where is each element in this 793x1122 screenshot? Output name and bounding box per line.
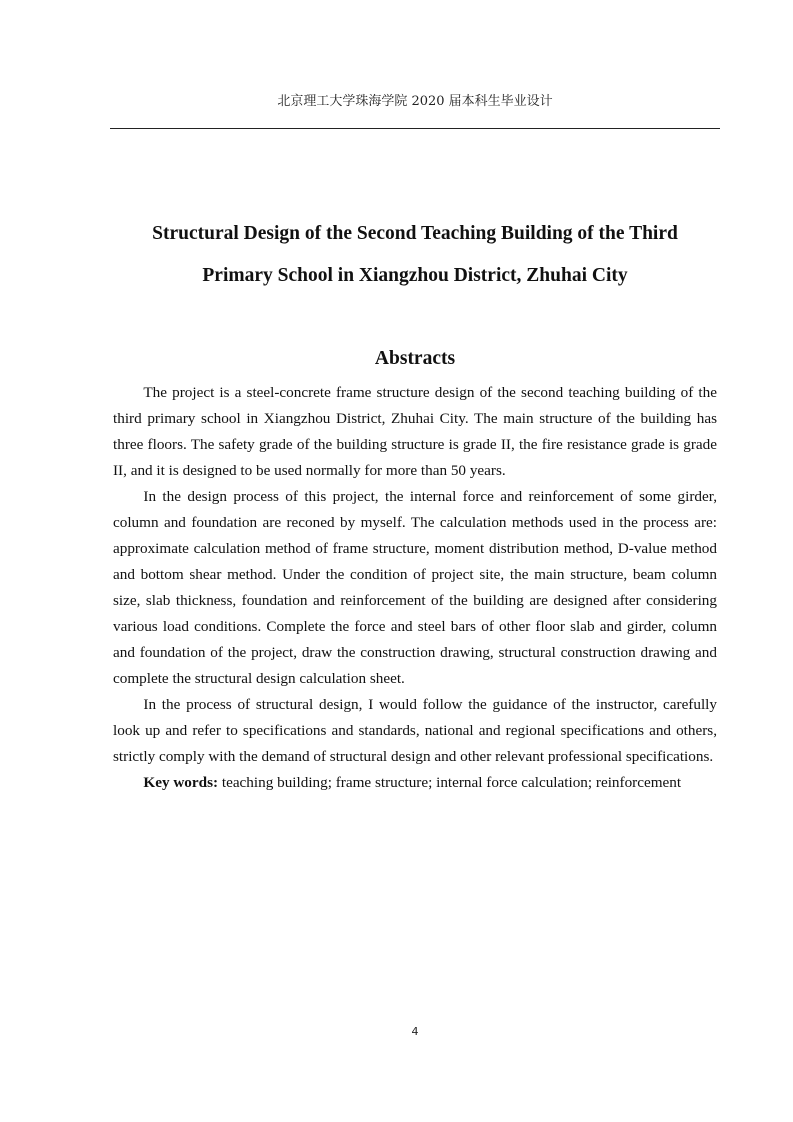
abstract-paragraph-2: In the design process of this project, the internal force and reinforcement of some girder, column and foundation are reconed by myself. The calculation methods used in the process are: approximate calculation method of frame structure, moment distribution method, D-value method and bottom shear method. Under the condition of project site, the main structure, beam column size, slab thickness, foundation and reinforcement of the building are designed after considering various load conditions. Complete the force and steel bars of other floor slab and girder, column and foundation of the project, draw the construction drawing, structural construction drawing and complete the structural design calculation sheet. (113, 488, 717, 687)
thesis-title-line-1: Structural Design of the Second Teaching Building of the Third (152, 223, 678, 244)
header-divider (110, 128, 720, 129)
abstract-heading: Abstracts (374, 348, 456, 369)
running-header: 北京理工大学珠海学院 2020 届本科生毕业设计 (277, 94, 553, 109)
page-number: 4 (411, 1025, 419, 1038)
keywords-line (113, 770, 717, 796)
abstract-paragraph-1: The project is a steel-concrete frame structure design of the second teaching building of the third primary school in Xiangzhou District, Zhuhai City. The main structure of the building has three floors. The safety grade of the building structure is grade II, the fire resistance grade is grade II, and it is designed to be used normally for more than 50 years. (113, 384, 717, 479)
abstract-paragraph-3: In the process of structural design, I would follow the guidance of the instructor, carefully look up and refer to specifications and standards, national and regional specifications and others, strictly comply with the demand of structural design and other relevant professional specifications. (113, 696, 717, 765)
abstract-body (113, 380, 717, 796)
keywords-label: Key words: (143, 774, 219, 791)
thesis-title-line-2: Primary School in Xiangzhou District, Zhuhai City (202, 265, 628, 286)
keywords-text: teaching building; frame structure; internal force calculation; reinforcement (218, 774, 682, 791)
